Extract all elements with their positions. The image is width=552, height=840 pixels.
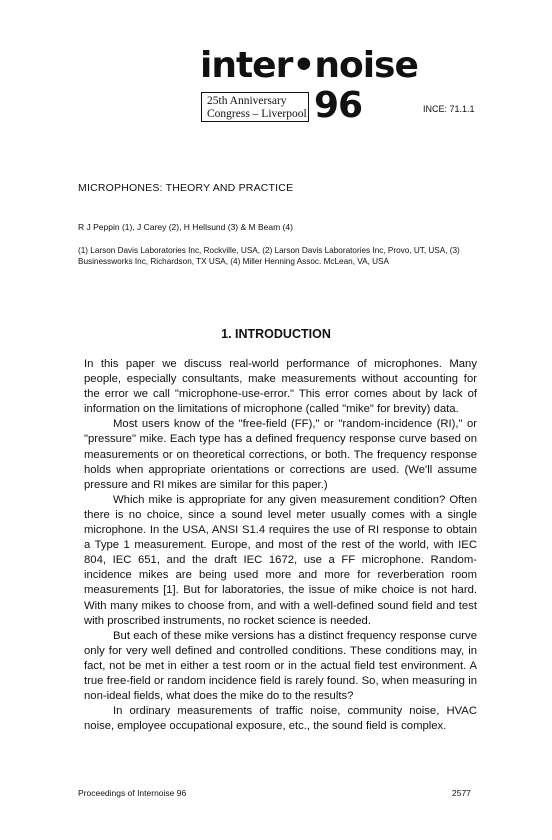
body-text <box>84 357 477 734</box>
page-number: 2577 <box>452 788 471 798</box>
logo-line-2: Congress – Liverpool <box>207 107 307 120</box>
paragraph: Which mike is appropriate for any given measurement condition? Often there is no choice, since a sound level meter usually comes with a single microphone. In the USA, ANSI S1.4 requires the use of RI response to obtain a Type 1 measurement. Europe, and most of the rest of the world, with IEC 804, IEC 651, and the draft IEC 1672, use a FF microphone. Random-incidence mikes are being used more and more for reverberation room measurements [1]. But for laboratories, the issue of mike choice is not hard. With many mikes to choose from, and with a well-defined sound field and test with proscribed instruments, no rocket science is needed. <box>84 493 477 627</box>
paragraph: In this paper we discuss real-world performance of microphones. Many people, especially consultants, make measurements without accounting for the error we call "microphone-use-error." This error comes about by lack of information on the limitations of microphone (called "mike" for brevity) data. <box>84 358 477 416</box>
paragraph: Most users know of the "free-field (FF)," or "random-incidence (RI)," or "pressure" mike. Each type has a defined frequency response curve based on measurements or on theoretical corrections, or both. The frequency response holds when appropriate orientations or corrections are used. (We'll assume pressure and RI mikes are similar for this paper.) <box>84 418 477 491</box>
section-heading: 1. INTRODUCTION <box>221 327 331 341</box>
logo-line-1: 25th Anniversary <box>207 95 287 107</box>
logo-anniversary-box <box>201 92 309 122</box>
paragraph: In ordinary measurements of traffic noise, community noise, HVAC noise, employee occupational exposure, etc., the sound field is complex. <box>84 705 477 733</box>
logo-year: 96 <box>314 85 363 126</box>
paper-title: MICROPHONES: THEORY AND PRACTICE <box>78 182 294 194</box>
logo-wordmark: inter•noise <box>200 45 418 86</box>
paragraph: But each of these mike versions has a distinct frequency response curve only for very well defined and controlled conditions. These conditions may, in fact, not be met in either a test room or in the actual field test environment. A true free-field or random incidence field is rarely found. So, when measuring in non-ideal fields, what does the mike do to the results? <box>84 629 477 703</box>
paper-affiliations: (1) Larson Davis Laboratories Inc, Rockville, USA, (2) Larson Davis Laboratories Inc, Provo, UT, USA, (3) Businessworks Inc, Richardson, TX USA, (4) Miller Henning Assoc. McLean, VA, USA <box>78 246 460 266</box>
paper-authors: R J Peppin (1), J Carey (2), H Hellsund (3) & M Beam (4) <box>78 222 293 232</box>
ince-code: INCE: 71.1.1 <box>423 104 475 114</box>
internoise-logo <box>200 45 418 126</box>
footer-proceedings: Proceedings of Internoise 96 <box>78 788 187 798</box>
